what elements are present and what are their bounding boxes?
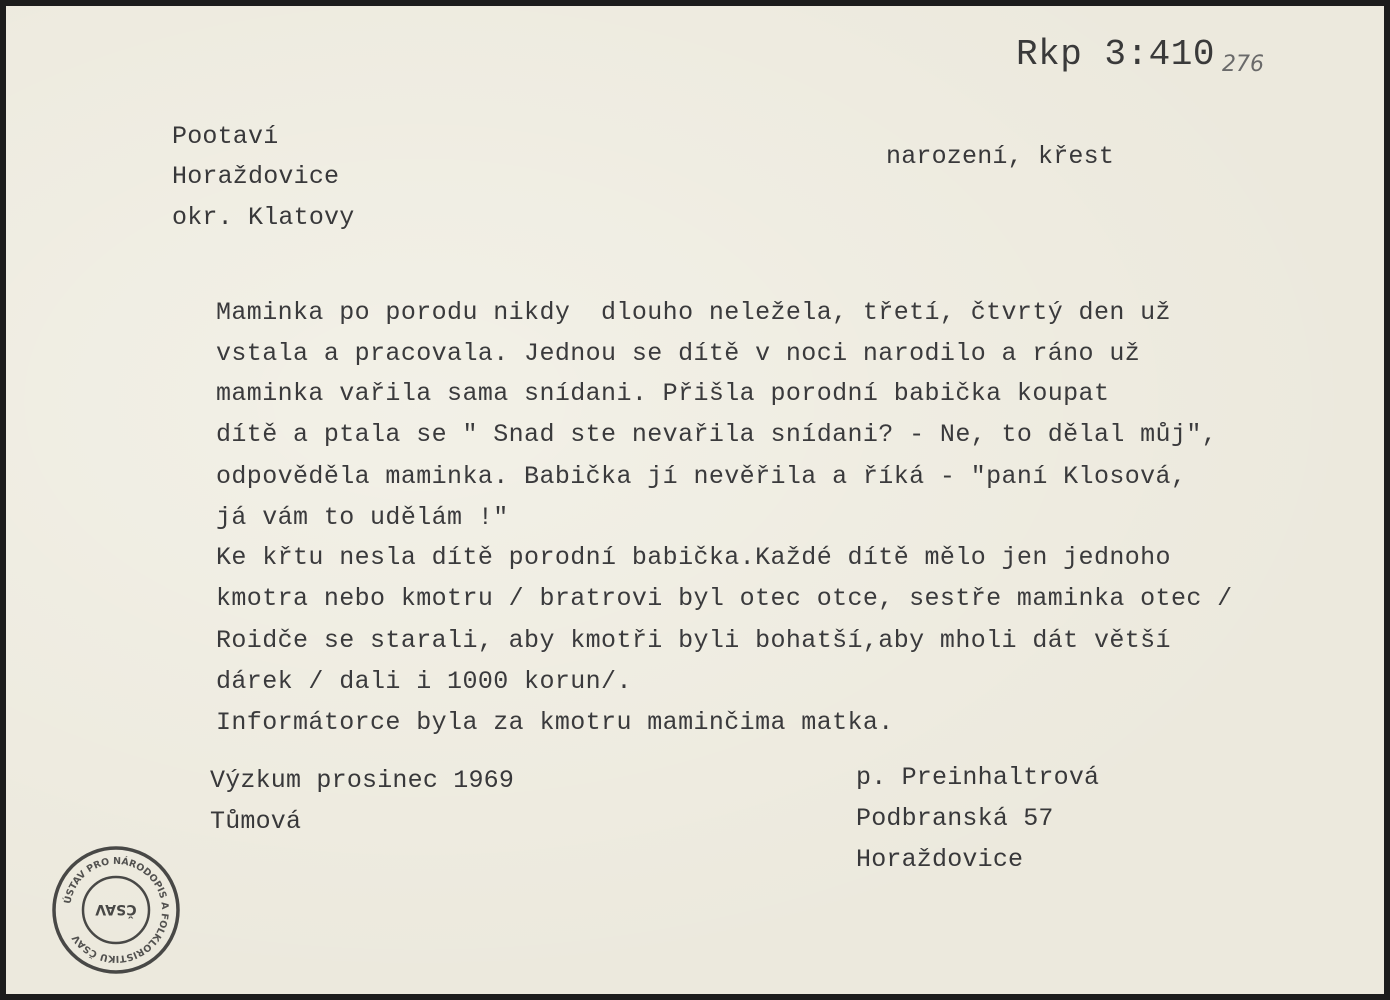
body-line: maminka vařila sama snídani. Přišla porodní babička koupat bbox=[216, 379, 1110, 408]
pencil-number: 276 bbox=[1222, 52, 1264, 77]
informant-street: Podbranská 57 bbox=[856, 804, 1054, 833]
body-line: kmotra nebo kmotru / bratrovi byl otec otce, sestře maminka otec / bbox=[216, 584, 1233, 613]
place-district: okr. Klatovy bbox=[172, 203, 355, 232]
stamp-ring-text: ÚSTAV PRO NÁRODOPIS A FOLKLORISTIKU ČSAV bbox=[62, 855, 171, 965]
place-region: Pootaví bbox=[172, 122, 279, 151]
stamp-center-text: ČSAV bbox=[95, 901, 137, 917]
body-line: dítě a ptala se " Snad ste nevařila snídani? - Ne, to dělal můj", bbox=[216, 420, 1218, 449]
body-line: vstala a pracovala. Jednou se dítě v noci narodilo a ráno už bbox=[216, 339, 1141, 368]
institute-stamp bbox=[50, 844, 182, 976]
body-line: dárek / dali i 1000 korun/. bbox=[216, 667, 632, 696]
body-line: odpověděla maminka. Babička jí nevěřila a říká - "paní Klosová, bbox=[216, 462, 1187, 491]
researcher-name: Tůmová bbox=[210, 807, 302, 836]
informant-town: Horaždovice bbox=[856, 845, 1024, 874]
informant-name: p. Preinhaltrová bbox=[856, 763, 1100, 792]
place-town: Horaždovice bbox=[172, 162, 340, 191]
body-line: Informátorce byla za kmotru maminčima matka. bbox=[216, 708, 894, 737]
body-line: Maminka po porodu nikdy dlouho neležela, třetí, čtvrtý den už bbox=[216, 298, 1171, 327]
archive-card bbox=[6, 6, 1384, 994]
body-line: Roidče se starali, aby kmotři byli bohatší,aby mholi dát větší bbox=[216, 626, 1171, 655]
body-line: já vám to udělám !" bbox=[216, 503, 509, 532]
body-line: Ke křtu nesla dítě porodní babička.Každé dítě mělo jen jednoho bbox=[216, 543, 1171, 572]
research-date: Výzkum prosinec 1969 bbox=[210, 766, 515, 795]
shelfmark: Rkp 3:410 bbox=[1016, 34, 1215, 75]
topic-heading: narození, křest bbox=[886, 142, 1115, 171]
